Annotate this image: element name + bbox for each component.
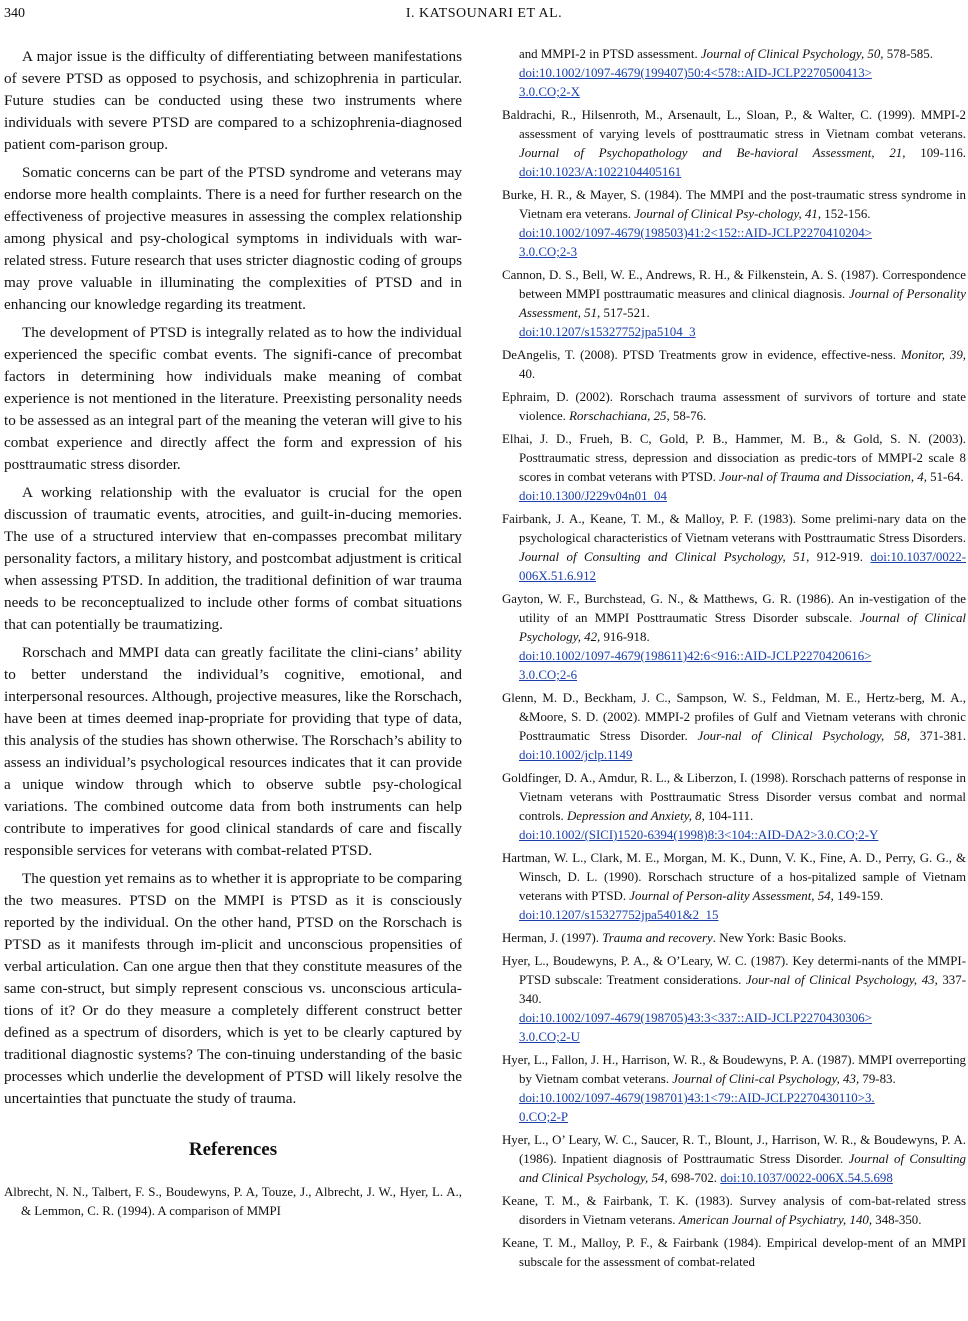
reference-pages: . New York: Basic Books. [712, 931, 847, 945]
reference-pages: 152-156. [821, 207, 871, 221]
doi-link[interactable]: doi:10.1002/1097-4679(198701)43:1<79::AID-JCLP2270430110>3. [519, 1091, 875, 1105]
reference-text: and MMPI-2 in PTSD assessment. [519, 47, 701, 61]
reference-entry [502, 849, 966, 925]
reference-text: Glenn, M. D., Beckham, J. C., Sampson, W. S., Feldman, M. E., Hertz-berg, M. A., &Moore, S. D. (2002). MMPI-2 profiles of Gulf and Vietnam veterans with chronic Posttraumatic Stress Disorder. [502, 691, 966, 743]
reference-text: Ephraim, D. (2002). Rorschach trauma assessment of survivors of torture and state violence. [502, 390, 966, 423]
journal-title: Journal of Clini-cal Psychology, 43, [672, 1072, 860, 1086]
reference-entry [502, 430, 966, 506]
doi-link[interactable]: doi:10.1002/1097-4679(198705)43:3<337::AID-JCLP2270430306> [519, 1011, 872, 1025]
left-column [4, 46, 462, 1318]
page-number: 340 [4, 6, 25, 21]
body-paragraph: A working relationship with the evaluator is crucial for the open discussion of traumatic events, atrocities, and guilt-in-ducing memories. The use of a structured interview that en-compasses precombat military personality factors, a military history, and postcombat adjustment is critical when assessing PTSD. In addition, the traditional definition of war trauma needs to be reconceptualized to include other forms of combat situations that can potentially be traumatizing. [4, 484, 462, 633]
reference-pages: 578-585. [883, 47, 933, 61]
body-paragraph: Rorschach and MMPI data can greatly facilitate the clini-cians’ ability to better understand the individual’s cognitive, emotional, and interpersonal resources. Although, projective measures, like the Rorschach, have been at times deemed inap-propriate for providing that type of data, this analysis of the studies has shown otherwise. The Rorschach’s ability to assess an individual’s psychological resources indicates that it can provide a unique window through which to observe subtle psy-chological variations. The combined outcome data from both instruments can help contribute to imperatives for good clinical standards of care and fiscally responsible services for veterans with combat-related PTSD. [4, 644, 462, 859]
reference-entry [502, 45, 966, 102]
body-paragraph: A major issue is the difficulty of differentiating between manifestations of severe PTSD as opposed to psychosis, and schizophrenia in particular. Future studies can be conducted using these two instruments where individuals with severe PTSD are compared to a schizophrenia-diagnosed patient com-parison group. [4, 48, 462, 153]
journal-title: Journal of Consulting and Clinical Psychology, 54, [519, 1152, 966, 1185]
reference-entry [502, 590, 966, 685]
doi-link[interactable]: doi:10.1002/1097-4679(198611)42:6<916::AID-JCLP2270420616> [519, 649, 872, 663]
reference-entry [502, 929, 966, 948]
reference-pages: 371-381. [910, 729, 966, 743]
reference-pages: 698-702. [667, 1171, 721, 1185]
doi-link-continuation[interactable]: 3.0.CO;2-3 [519, 245, 578, 259]
journal-title: Trauma and recovery [602, 931, 713, 945]
doi-link[interactable]: doi:10.1002/jclp.1149 [519, 748, 633, 762]
reference-entry [502, 1051, 966, 1127]
reference-entry [502, 186, 966, 262]
reference-entry [502, 769, 966, 845]
reference-entry: Albrecht, N. N., Talbert, F. S., Boudewyns, P. A, Touze, J., Albrecht, J. W., Hyer, L. A., & Lemmon, C. R. (1994). A comparison of MMPI [4, 1185, 462, 1218]
reference-text: Hyer, L., O’ Leary, W. C., Saucer, R. T., Blount, J., Harrison, W. R., & Boudewyns, P. A. (1986). Inpatient diagnosis of Posttraumatic Stress Disorder. [502, 1133, 966, 1166]
journal-title: Journal of Psychopathology and Be-havioral Assessment, 21, [519, 146, 906, 160]
reference-pages: 337-340. [519, 973, 966, 1006]
doi-link[interactable]: doi:10.1002/1097-4679(199407)50:4<578::AID-JCLP2270500413> [519, 66, 872, 80]
doi-link[interactable]: doi:10.1002/1097-4679(198503)41:2<152::AID-JCLP2270410204> [519, 226, 872, 240]
references-heading: References [188, 1139, 278, 1160]
doi-link[interactable]: doi:10.1207/s15327752jpa5401&2_15 [519, 908, 719, 922]
reference-text: Gayton, W. F., Burchstead, G. N., & Matthews, G. R. (1986). An in-vestigation of the utility of an MMPI Posttraumatic Stress Disorder subscale. [502, 592, 966, 625]
doi-link[interactable]: doi:10.1023/A:1022104405161 [519, 165, 682, 179]
journal-title: Jour-nal of Trauma and Dissociation, 4, [719, 470, 927, 484]
journal-title: Journal of Person-ality Assessment, 54, [629, 889, 834, 903]
body-paragraph: The development of PTSD is integrally related as to how the individual experienced the specific combat events. The signifi-cance of precombat factors in determining how individuals make meaning of combat experience is not mentioned in the literature. Preexisting personality needs to be assessed as an integral part of the meaning the veteran will give to his combat experience and directly affect the form and expression of his posttraumatic stress disorder. [4, 324, 462, 473]
doi-link[interactable]: doi:10.1002/(SICI)1520-6394(1998)8:3<104::AID-DA2>3.0.CO;2-Y [519, 828, 879, 842]
doi-link-continuation[interactable]: 0.CO;2-P [519, 1110, 569, 1124]
reference-pages: 58-76. [669, 409, 707, 423]
body-paragraph: Somatic concerns can be part of the PTSD syndrome and veterans may endorse more health complaints. There is a need for further research on the effectiveness of projective measures in assessing the complex relationship among physical and psy-chological symptoms in individuals with war-related stress. Future research that uses stricter diagnostic coding of groups may prove valuable in illuminating the complexities of PTSD and in enhancing our knowledge regarding its treatment. [4, 164, 462, 313]
reference-entry [502, 689, 966, 765]
reference-text: Hyer, L., Boudewyns, P. A., & O’Leary, W. C. (1987). Key determi-nants of the MMPI- PTSD subscale: Treatment considerations. [502, 954, 966, 987]
reference-entry [502, 346, 966, 384]
reference-text: DeAngelis, T. (2008). PTSD Treatments grow in evidence, effective-ness. [502, 348, 901, 362]
journal-title: Jour-nal of Clinical Psychology, 58, [697, 729, 911, 743]
reference-entry [502, 952, 966, 1047]
journal-title: Journal of Clinical Psychology, 42, [519, 611, 966, 644]
reference-pages: 517-521. [600, 306, 650, 320]
doi-link-continuation[interactable]: 3.0.CO;2-X [519, 85, 580, 99]
running-head: I. KATSOUNARI ET AL. [405, 6, 563, 21]
journal-title: Jour-nal of Clinical Psychology, 43, [745, 973, 938, 987]
reference-pages: 149-159. [833, 889, 884, 903]
reference-text: Goldfinger, D. A., Amdur, R. L., & Liberzon, I. (1998). Rorschach patterns of response in Vietnam veterans with Posttraumatic Stress Disorder versus combat and normal controls. [502, 771, 966, 823]
reference-entry [502, 388, 966, 426]
body-paragraph: The question yet remains as to whether it is appropriate to be comparing the two measures. PTSD on the MMPI is PTSD as it is consciously reported by the individual. On the other hand, PTSD on the Rorschach is PTSD as it manifests through im-plicit and unconscious propensities of verbal articulation. Can one argue then that they constitute measures of the same con-struct, but simply represent conscious vs. unconscious articula-tions of it? Or do they measure a completely different construct better defined as a spectrum of disorders, which is yet to be clearly captured by traditional diagnostic systems? The con-tinuing understanding of the basic processes which underlie the development of PTSD will likely resolve the uncertainties that punctuate the study of trauma. [4, 870, 462, 1107]
journal-title: Monitor, 39, [900, 348, 966, 362]
reference-pages: 109-116. [905, 146, 966, 160]
journal-title: American Journal of Psychiatry, 140, [678, 1213, 873, 1227]
reference-pages: 912-919. [809, 550, 871, 564]
reference-entry [502, 1131, 966, 1188]
reference-entry [502, 266, 966, 342]
reference-text: Baldrachi, R., Hilsenroth, M., Arsenault, L., Sloan, P., & Walter, C. (1999). MMPI-2 assessment of varying levels of posttraumatic stress in Vietnam combat veterans. [502, 108, 966, 141]
doi-link[interactable]: doi:10.1037/0022-006X.51.6.912 [519, 550, 966, 583]
reference-pages: 40. [519, 367, 536, 381]
reference-entry [502, 1192, 966, 1230]
reference-text: Fairbank, J. A., Keane, T. M., & Malloy, P. F. (1983). Some prelimi-nary data on the psychological characteristics of Vietnam veterans with Posttraumatic Stress Disorders. [502, 512, 966, 545]
doi-link[interactable]: doi:10.1037/0022-006X.54.5.698 [720, 1171, 893, 1185]
journal-title: Journal of Consulting and Clinical Psychology, 51, [519, 550, 810, 564]
reference-text: Keane, T. M., & Fairbank, T. K. (1983). Survey analysis of com-bat-related stress disorders in Vietnam veterans. [502, 1194, 966, 1227]
reference-text: Cannon, D. S., Bell, W. E., Andrews, R. H., & Filkenstein, A. S. (1987). Correspondence between MMPI posttraumatic measures and clinical diagnosis. [502, 268, 966, 301]
doi-link[interactable]: doi:10.1207/s15327752jpa5104_3 [519, 325, 696, 339]
doi-link-continuation[interactable]: 3.0.CO;2-6 [519, 668, 578, 682]
reference-text: Hartman, W. L., Clark, M. E., Morgan, M. K., Dunn, V. K., Fine, A. D., Perry, G. G., & Winsch, D. L. (1990). Rorschach structure of a hos-pitalized sample of Vietnam veterans with PTSD. [502, 851, 966, 903]
reference-entry [502, 106, 966, 182]
journal-title: Depression and Anxiety, 8, [566, 809, 705, 823]
journal-title: Journal of Personality Assessment, 51, [519, 287, 966, 320]
page-header [0, 6, 968, 28]
reference-text: Burke, H. R., & Mayer, S. (1984). The MMPI and the post-traumatic stress syndrome in Vietnam era veterans. [502, 188, 966, 221]
doi-link-continuation[interactable]: 3.0.CO;2-U [519, 1030, 580, 1044]
journal-title: Journal of Clinical Psy-chology, 41, [634, 207, 822, 221]
reference-pages: 51-64. [926, 470, 964, 484]
reference-entry [502, 510, 966, 586]
reference-pages: 916-918. [600, 630, 650, 644]
reference-pages: 348-350. [872, 1213, 922, 1227]
reference-text: Hyer, L., Fallon, J. H., Harrison, W. R., & Boudewyns, P. A. (1987). MMPI overreporting by Vietnam combat veterans. [502, 1053, 966, 1086]
journal-title: Journal of Clinical Psychology, 50, [700, 47, 884, 61]
reference-text: Keane, T. M., Malloy, P. F., & Fairbank (1984). Empirical develop-ment of an MMPI subscale for the assessment of combat-related [502, 1236, 966, 1269]
reference-text: Elhai, J. D., Frueh, B. C, Gold, P. B., Hammer, M. B., & Gold, S. N. (2003). Posttraumatic stress, depression and dissociation as predic-tors of MMPI-2 scale 8 scores in combat veterans with PTSD. [502, 432, 966, 484]
reference-entry [502, 1234, 966, 1272]
reference-pages: 79-83. [859, 1072, 896, 1086]
references-column [502, 45, 966, 1320]
doi-link[interactable]: doi:10.1300/J229v04n01_04 [519, 489, 667, 503]
reference-text: Herman, J. (1997). [502, 931, 603, 945]
journal-title: Rorschachiana, 25, [569, 409, 670, 423]
reference-pages: 104-111. [704, 809, 754, 823]
